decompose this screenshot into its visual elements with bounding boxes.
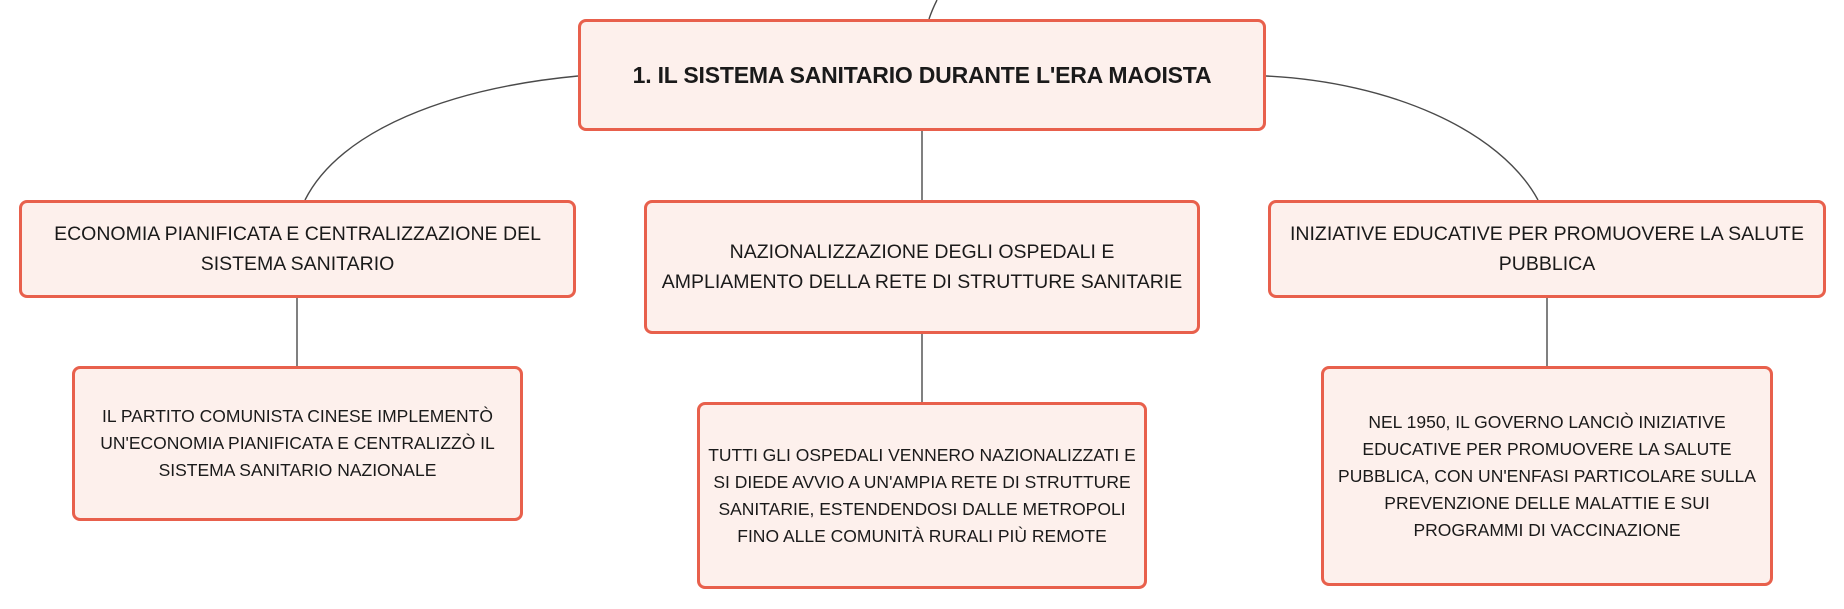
connector-root-to-iniziative xyxy=(1266,76,1538,200)
detail-topic-iniziative[interactable] xyxy=(1321,366,1773,586)
root-topic[interactable] xyxy=(578,19,1266,131)
branch-topic-iniziative[interactable] xyxy=(1268,200,1826,298)
root-topic-title: 1. IL SISTEMA SANITARIO DURANTE L'ERA MAOISTA xyxy=(632,61,1212,88)
branch-topic-title: ECONOMIA PIANIFICATA E CENTRALIZZAZIONE DEL SISTEMA SANITARIO xyxy=(54,223,541,275)
detail-topic-text: IL PARTITO COMUNISTA CINESE IMPLEMENTÒ UN'ECONOMIA PIANIFICATA E CENTRALIZZÒ IL SISTEMA SANITARIO NAZIONALE xyxy=(100,406,495,480)
branch-topic-title: INIZIATIVE EDUCATIVE PER PROMUOVERE LA SALUTE PUBBLICA xyxy=(1290,223,1804,275)
detail-topic-economia[interactable] xyxy=(72,366,523,521)
detail-topic-text: TUTTI GLI OSPEDALI VENNERO NAZIONALIZZATI E SI DIEDE AVVIO A UN'AMPIA RETE DI STRUTTURE SANITARIE, ESTENDENDOSI DALLE METROPOLI FINO ALLE COMUNITÀ RURALI PIÙ REMOTE xyxy=(708,444,1136,546)
branch-topic-ospedali[interactable] xyxy=(644,200,1200,334)
detail-topic-text: NEL 1950, IL GOVERNO LANCIÒ INIZIATIVE EDUCATIVE PER PROMUOVERE LA SALUTE PUBBLICA, CON UN'ENFASI PARTICOLARE SULLA PREVENZIONE DELLE MALATTIE E SUI PROGRAMMI DI VACCINAZIONE xyxy=(1338,411,1756,540)
connector-root-to-economia xyxy=(305,76,578,200)
branch-topic-economia[interactable] xyxy=(19,200,576,298)
detail-topic-ospedali[interactable] xyxy=(697,402,1147,589)
connector-parent-to-root xyxy=(929,0,937,19)
branch-topic-title: NAZIONALIZZAZIONE DEGLI OSPEDALI E AMPLIAMENTO DELLA RETE DI STRUTTURE SANITARIE xyxy=(661,241,1183,293)
